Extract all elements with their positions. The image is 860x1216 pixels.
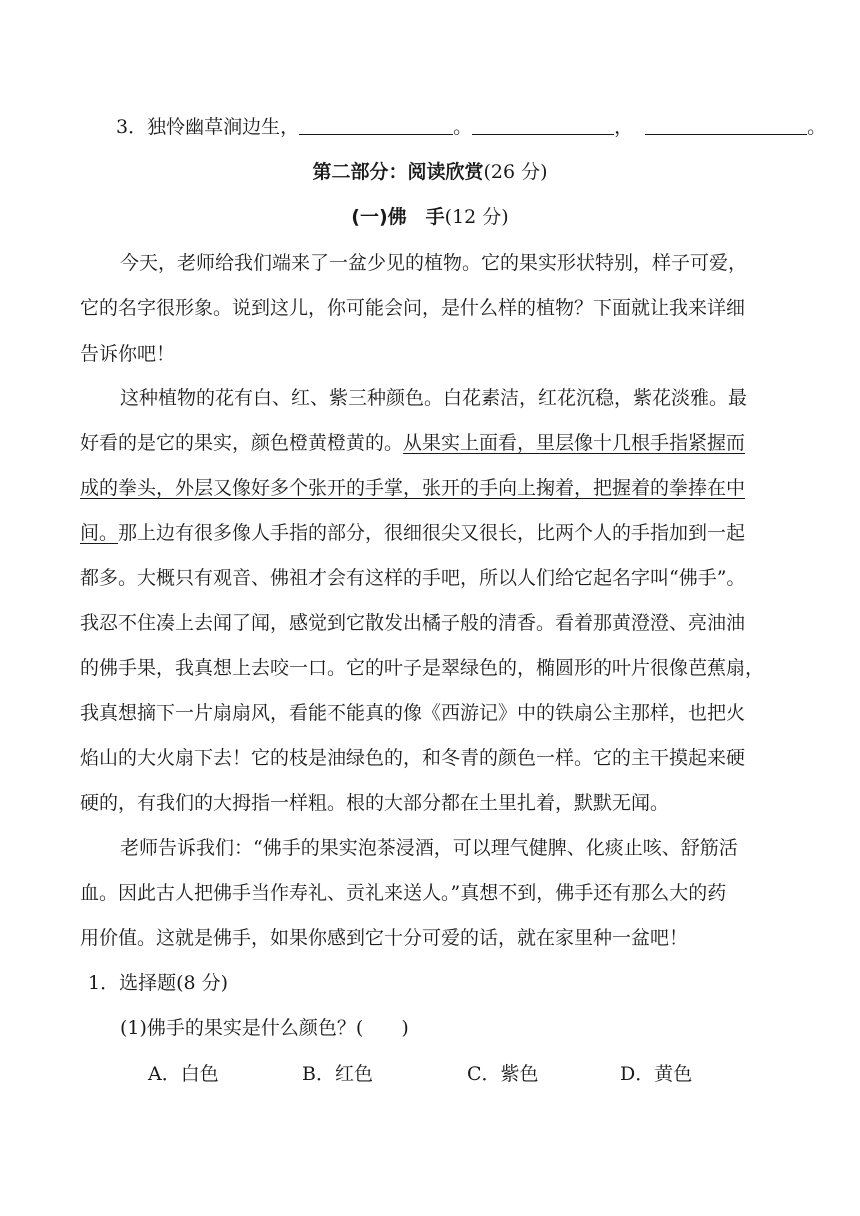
- poem-fill-line: [116, 115, 826, 139]
- answer-blank-2[interactable]: [472, 116, 614, 135]
- section-title-score: (26 分): [483, 161, 548, 183]
- paragraph-2-line-6: 我忍不住凑上去闻了闻，感觉到它散发出橘子般的清香。看着那黄澄澄、亮油油: [80, 612, 746, 634]
- passage-title-main: (一)佛 手: [351, 206, 445, 228]
- paragraph-2-line-7: 的佛手果，我真想上去咬一口。它的叶子是翠绿色的，椭圆形的叶片很像芭蕉扇，: [80, 657, 765, 679]
- paragraph-2-line-4-text: 那上边有很多像人手指的部分，很细很尖又很长，比两个人的手指加到一起: [118, 522, 746, 544]
- passage-title-score: (12 分): [444, 206, 509, 228]
- paragraph-1-line-1: 今天，老师给我们端来了一盆少见的植物。它的果实形状特别，样子可爱，: [120, 252, 748, 274]
- underlined-sentence-part-3: 间。: [80, 522, 119, 544]
- paragraph-2-line-9: 焰山的大火扇下去！它的枝是油绿色的，和冬青的颜色一样。它的主干摸起来硬: [80, 747, 746, 769]
- answer-blank-3[interactable]: [645, 116, 807, 135]
- paragraph-2-line-8: 我真想摘下一片扇扇风，看能不能真的像《西游记》中的铁扇公主那样，也把火: [80, 702, 746, 724]
- paragraph-2-line-3: [80, 476, 745, 500]
- paragraph-2-line-2: [80, 431, 745, 455]
- paragraph-2-line-5: 都多。大概只有观音、佛祖才会有这样的手吧，所以人们给它起名字叫“佛手”。: [80, 567, 746, 589]
- paragraph-2-line-4: [80, 521, 745, 545]
- option-c[interactable]: C．紫色: [467, 1063, 539, 1085]
- section-title: [0, 160, 860, 184]
- passage-title: [0, 205, 860, 229]
- option-b[interactable]: B．红色: [302, 1063, 373, 1085]
- section-title-main: 第二部分：阅读欣赏: [312, 161, 484, 183]
- poem-sep-2: ，: [614, 116, 634, 138]
- option-d[interactable]: D．黄色: [620, 1063, 693, 1085]
- paragraph-2-line-10: 硬的，有我们的大拇指一样粗。根的大部分都在土里扎着，默默无闻。: [80, 792, 670, 814]
- paragraph-3-line-1: 老师告诉我们：“佛手的果实泡茶浸酒，可以理气健脾、化痰止咳、舒筋活: [120, 837, 738, 859]
- paragraph-2-line-2-text: 好看的是它的果实，颜色橙黄橙黄的。: [80, 432, 404, 454]
- underlined-sentence-part-1: 从果实上面看，里层像十几根手指紧握而: [403, 432, 746, 454]
- underlined-sentence-part-2: 成的拳头，外层又像好多个张开的手掌，张开的手向上掬着，把握着的拳捧在中: [80, 477, 746, 499]
- paragraph-1-line-2: 它的名字很形象。说到这儿，你可能会问，是什么样的植物？下面就让我来详细: [80, 297, 746, 319]
- paragraph-3-line-2: 血。因此古人把佛手当作寿礼、贡礼来送人。”真想不到，佛手还有那么大的药: [80, 882, 727, 904]
- poem-sep-1: 。: [453, 116, 473, 138]
- answer-blank-1[interactable]: [299, 116, 453, 135]
- option-a[interactable]: A．白色: [148, 1063, 219, 1085]
- poem-end: 。: [807, 116, 827, 138]
- question-heading: 1．选择题(8 分): [88, 972, 229, 994]
- paragraph-2-line-1: 这种植物的花有白、红、紫三种颜色。白花素洁，红花沉稳，紫花淡雅。最: [120, 387, 748, 409]
- question-1: (1)佛手的果实是什么颜色？( ): [120, 1017, 409, 1039]
- paragraph-1-line-3: 告诉你吧！: [80, 343, 176, 365]
- poem-prefix: 3．独怜幽草涧边生，: [116, 116, 300, 138]
- paragraph-3-line-3: 用价值。这就是佛手，如果你感到它十分可爱的话，就在家里种一盆吧！: [80, 927, 689, 949]
